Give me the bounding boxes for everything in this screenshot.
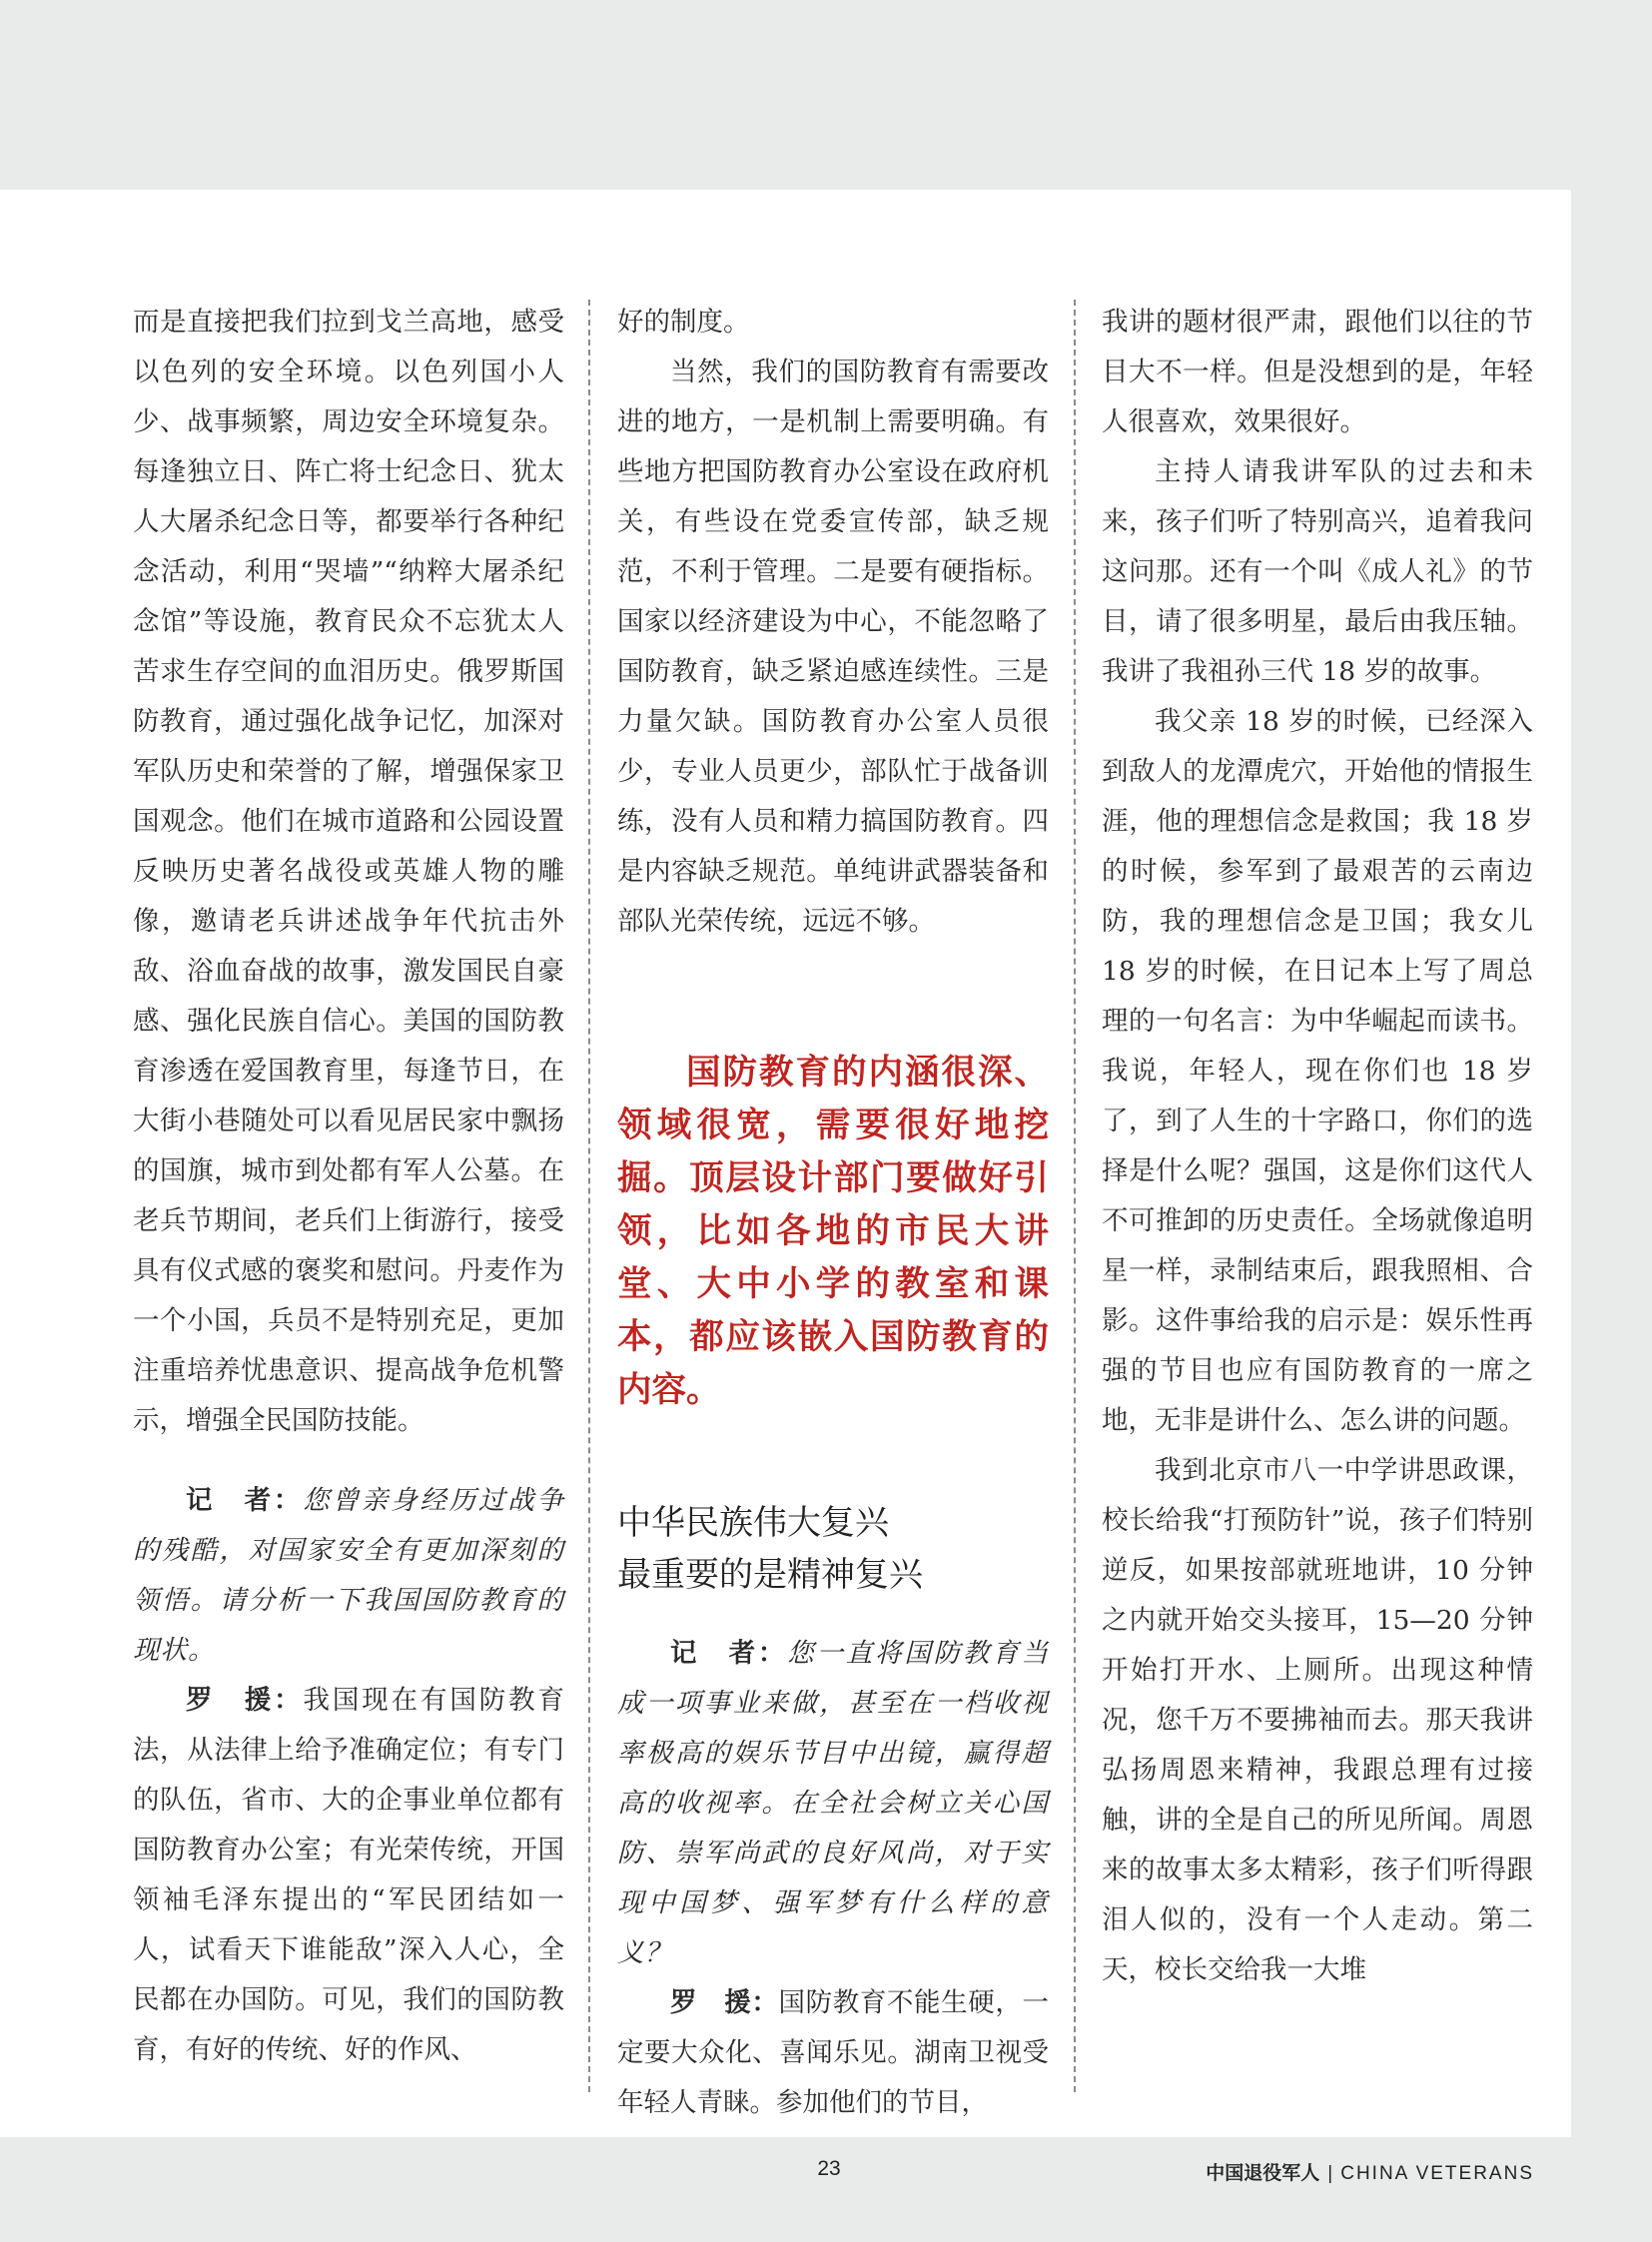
speaker-label: 记 者： — [670, 1638, 788, 1669]
speaker-label: 罗 援： — [670, 1987, 779, 2018]
magazine-name-cn: 中国退役军人 — [1206, 2162, 1320, 2184]
speaker-label: 罗 援： — [186, 1685, 304, 1716]
page-number: 23 — [817, 2157, 841, 2180]
magazine-footer — [1206, 2158, 1534, 2185]
column-divider — [588, 300, 590, 2092]
speaker-label: 记 者： — [186, 1485, 304, 1516]
question-text: 您一直将国防教育当成一项事业来做，甚至在一档收视率极高的娱乐节目中出镜，赢得超高的收视率。在全社会树立关心国防、崇军尚武的良好风尚，对于实现中国梦、强军梦有什么样的意义？ — [617, 1638, 1050, 1968]
answer-text: 国防教育不能生硬，一定要大众化、喜闻乐见。湖南卫视受年轻人青睐。参加他们的节目， — [617, 1987, 1050, 2118]
body-paragraph: 好的制度。 — [617, 307, 750, 338]
section-heading-line-2: 最重要的是精神复兴 — [617, 1555, 923, 1595]
section-heading-line-1: 中华民族伟大复兴 — [617, 1503, 889, 1543]
question-text: 您曾亲身经历过战争的残酷，对国家安全有更加深刻的领悟。请分析一下我国国防教育的现状。 — [133, 1485, 565, 1666]
column-divider — [1074, 300, 1076, 2092]
body-paragraph: 我父亲 18 岁的时候，已经深入到敌人的龙潭虎穴，开始他的情报生涯，他的理想信念是救国；我 18 岁的时候，参军到了最艰苦的云南边防，我的理想信念是卫国；我女儿 18 岁的时候，在日记本上写了周总理的一句名言：为中华崛起而读书。我说，年轻人，现在你们也 18 岁了，到了人生的十字路口，你们的选择是什么呢？强国，这是你们这代人不可推卸的历史责任。全场就像追明星一样，录制结束后，跟我照相、合影。这件事给我的启示是：娱乐性再强的节目也应有国防教育的一席之地，无非是讲什么、怎么讲的问题。 — [1102, 706, 1533, 1436]
reporter-question — [617, 1629, 1049, 1978]
body-paragraph: 而是直接把我们拉到戈兰高地，感受以色列的安全环境。以色列国小人少、战事频繁，周边安全环境复杂。每逢独立日、阵亡将士纪念日、犹太人大屠杀纪念日等，都要举行各种纪念活动，利用“哭墙”“纳粹大屠杀纪念馆”等设施，教育民众不忘犹太人苦求生存空间的血泪历史。俄罗斯国防教育，通过强化战争记忆，加深对军队历史和荣誉的了解，增强保家卫国观念。他们在城市道路和公园设置反映历史著名战役或英雄人物的雕像，邀请老兵讲述战争年代抗击外敌、浴血奋战的故事，激发国民自豪感、强化民族自信心。美国的国防教育渗透在爱国教育里，每逢节日，在大街小巷随处可以看见居民家中飘扬的国旗，城市到处都有军人公墓。在老兵节期间，老兵们上街游行，接受具有仪式感的褒奖和慰问。丹麦作为一个小国，兵员不是特别充足，更加注重培养忧患意识、提高战争危机警示，增强全民国防技能。 — [133, 307, 564, 1436]
column-2 — [617, 298, 1050, 2118]
body-paragraph: 当然，我们的国防教育有需要改进的地方，一是机制上需要明确。有些地方把国防教育办公室设在政府机关，有些设在党委宣传部，缺乏规范，不利于管理。二是要有硬指标。国家以经济建设为中心，不能忽略了国防教育，缺乏紧迫感连续性。三是力量欠缺。国防教育办公室人员很少，专业人员更少，部队忙于战备训练，没有人员和精力搞国防教育。四是内容缺乏规范。单纯讲武器装备和部队光荣传统，远远不够。 — [617, 357, 1049, 937]
pull-quote: 国防教育的内涵很深、领域很宽，需要很好地挖掘。顶层设计部门要做好引领，比如各地的市民大讲堂、大中小学的教室和课本，都应该嵌入国防教育的内容。 — [617, 1053, 1049, 1410]
body-paragraph: 我到北京市八一中学讲思政课，校长给我“打预防针”说，孩子们特别逆反，如果按部就班地讲，10 分钟之内就开始交头接耳，15—20 分钟开始打开水、上厕所。出现这种情况，您千万不要拂袖而去。那天我讲弘扬周恩来精神，我跟总理有过接触，讲的全是自己的所见所闻。周恩来的故事太多太精彩，孩子们听得跟泪人似的，没有一个人走动。第二天，校长交给我一大堆 — [1102, 1455, 1533, 1985]
answer-text: 我国现在有国防教育法，从法律上给予准确定位；有专门的队伍，省市、大的企事业单位都有国防教育办公室；有光荣传统，开国领袖毛泽东提出的“军民团结如一人，试看天下谁能敌”深入人心，全民都在办国防。可见，我们的国防教育，有好的传统、好的作风、 — [133, 1685, 564, 2065]
answer-paragraph — [617, 1978, 1049, 2128]
answer-paragraph — [133, 1676, 564, 2075]
magazine-name-en: CHINA VETERANS — [1340, 2163, 1534, 2184]
body-paragraph: 我讲的题材很严肃，跟他们以往的节目大不一样。但是没想到的是，年轻人很喜欢，效果很好。 — [1102, 307, 1533, 437]
column-3 — [1102, 298, 1533, 2095]
footer-separator: | — [1327, 2163, 1333, 2184]
column-1 — [133, 298, 564, 2095]
reporter-question — [133, 1476, 564, 1676]
body-paragraph: 主持人请我讲军队的过去和未来，孩子们听了特别高兴，追着我问这问那。还有一个叫《成人礼》的节目，请了很多明星，最后由我压轴。我讲了我祖孙三代 18 岁的故事。 — [1102, 456, 1533, 687]
